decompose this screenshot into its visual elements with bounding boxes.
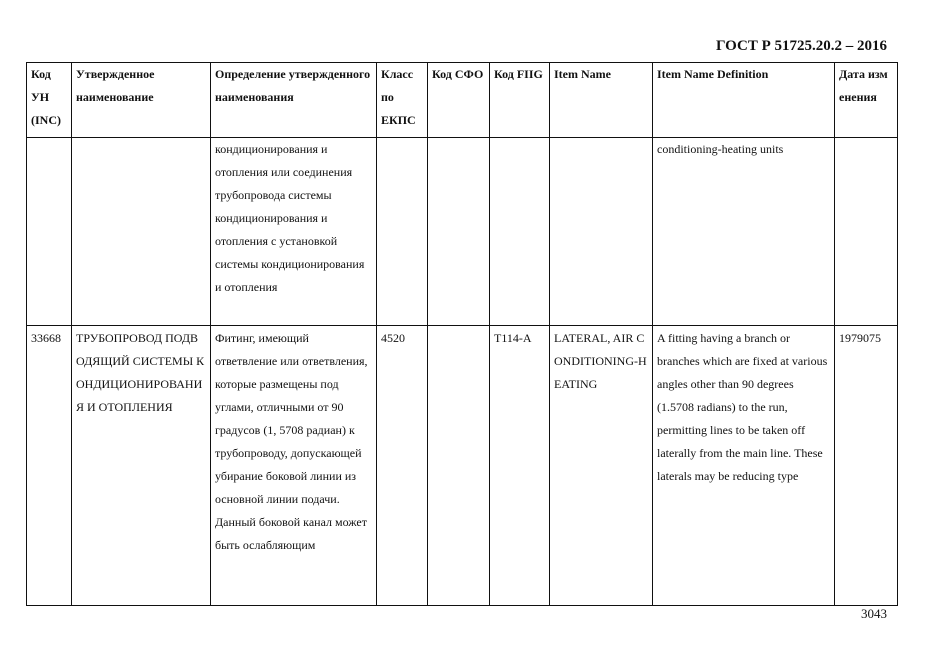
header-inc: Код УН (INC) — [27, 63, 72, 138]
cell-ekps — [377, 138, 428, 326]
table-row — [27, 326, 898, 606]
table-row — [27, 138, 898, 326]
cell-date: 1979075 — [835, 326, 898, 606]
cell-item-name — [550, 138, 653, 326]
header-item-name: Item Name — [550, 63, 653, 138]
header-fiig: Код FIIG — [490, 63, 550, 138]
header-approved-name: Утвержденное наименование — [72, 63, 211, 138]
cell-item-name-definition: A fitting having a branch or branches which are fixed at various angles other than 90 degrees (1.5708 radians) to the run, permitting lines to be taken off laterally from the main line. These laterals may be reducing type — [653, 326, 835, 606]
header-sfo: Код СФО — [428, 63, 490, 138]
cell-ekps: 4520 — [377, 326, 428, 606]
cell-definition: Фитинг, имеющий ответвление или ответвления, которые размещены под углами, отличными от 90 градусов (1, 5708 радиан) к трубопроводу, допускающей убирание боковой линии из основной линии подачи. Данный боковой канал может быть ослабляющим — [211, 326, 377, 606]
header-date: Дата изменения — [835, 63, 898, 138]
header-definition: Определение утвержденного наименования — [211, 63, 377, 138]
cell-sfo — [428, 138, 490, 326]
cell-fiig — [490, 138, 550, 326]
cell-inc: 33668 — [27, 326, 72, 606]
cell-item-name: LATERAL, AIR CONDITIONING-HEATING — [550, 326, 653, 606]
page-number: 3043 — [861, 606, 887, 621]
cell-approved-name: ТРУБОПРОВОД ПОДВОДЯЩИЙ СИСТЕМЫ КОНДИЦИОНИРОВАНИЯ И ОТОПЛЕНИЯ — [72, 326, 211, 606]
table-header-row — [27, 63, 898, 138]
cell-item-name-definition: conditioning-heating units — [653, 138, 835, 326]
header-ekps: Класс по ЕКПС — [377, 63, 428, 138]
cell-date — [835, 138, 898, 326]
cell-definition: кондиционирования и отопления или соединения трубопровода системы кондиционирования и отопления с установкой системы кондиционирования и отопления — [211, 138, 377, 326]
cell-fiig: T114-A — [490, 326, 550, 606]
cell-sfo — [428, 326, 490, 606]
catalog-table — [26, 62, 898, 606]
document-standard-title: ГОСТ Р 51725.20.2 – 2016 — [715, 38, 887, 54]
cell-inc — [27, 138, 72, 326]
cell-approved-name — [72, 138, 211, 326]
header-item-name-definition: Item Name Definition — [653, 63, 835, 138]
